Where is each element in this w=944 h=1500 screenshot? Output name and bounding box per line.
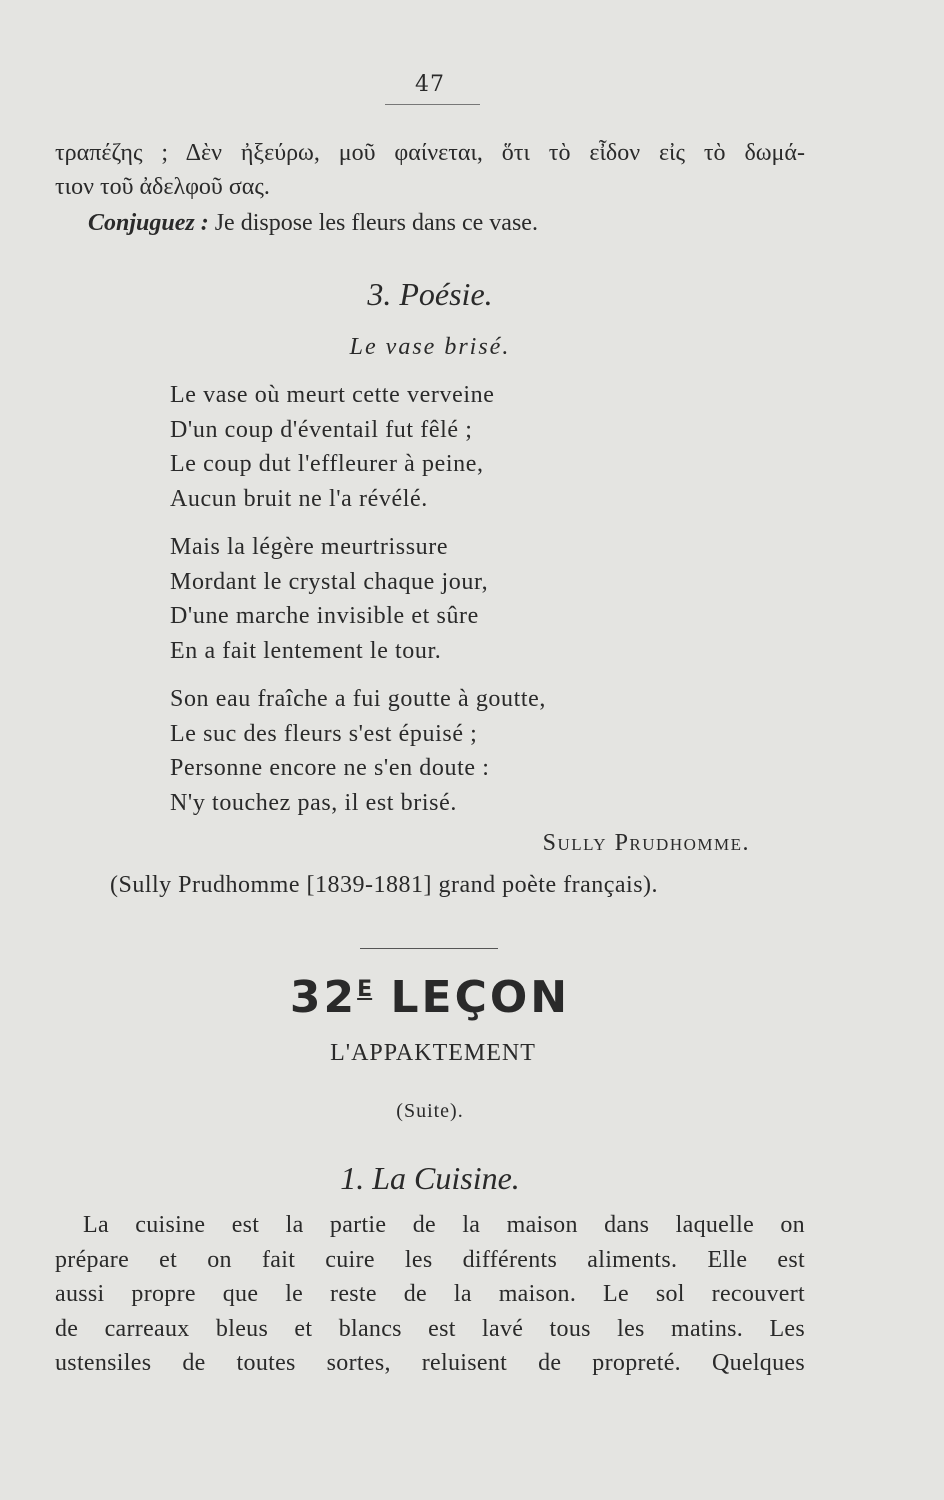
poem-line: D'une marche invisible et sûre: [170, 603, 479, 629]
poem-line: Personne encore ne s'en doute :: [170, 755, 490, 781]
exercise-text: Je dispose les fleurs dans ce vase.: [214, 210, 538, 236]
page-number: 47: [415, 72, 445, 97]
lesson-word: LEÇON: [390, 972, 571, 1023]
exercise-label: Conjuguez :: [88, 210, 209, 236]
lesson-number: 32: [289, 972, 358, 1023]
poem-stanza-1: [170, 378, 730, 516]
poem-line: Mordant le crystal chaque jour,: [170, 568, 489, 595]
poem-line: En a fait lentement le tour.: [170, 637, 442, 664]
poem-title: Le vase brisé.: [349, 334, 511, 360]
section-divider: [360, 948, 498, 949]
poem-line: Le suc des fleurs s'est épuisé ;: [170, 720, 478, 747]
poem-line: Mais la légère meurtrissure: [170, 534, 449, 560]
lesson-title: L'APPAKTEMENT: [330, 1040, 536, 1066]
poem-line: Le coup dut l'effleurer à peine,: [170, 451, 484, 477]
conjugation-exercise: [88, 210, 538, 237]
poem-line: Aucun bruit ne l'a révélé.: [170, 485, 428, 512]
poem-stanza-2: [170, 530, 730, 668]
lesson-subtitle: (Suite).: [396, 1100, 464, 1122]
cuisine-paragraph: [55, 1208, 805, 1381]
section-title-poesie: 3. Poésie.: [367, 276, 493, 312]
lesson-number-suffix: E: [357, 977, 373, 1002]
paragraph-line: ustensiles de toutes sortes, reluisent de propreté. Quelques: [55, 1350, 805, 1376]
paragraph-line: La cuisine est la partie de la maison dans laquelle on: [83, 1212, 805, 1238]
paragraph-line: de carreaux bleus et blancs est lavé tous les matins. Les: [55, 1315, 805, 1342]
poem-stanza-3: [170, 682, 730, 820]
greek-text-line-1: τραπέζης ; Δὲν ἠξεύρω, μοῦ φαίνεται, ὅτι τὸ εἶδον εἰς τὸ δωμά-: [55, 140, 805, 166]
poem-line: D'un coup d'éventail fut fêlé ;: [170, 416, 473, 443]
section-title-cuisine: 1. La Cuisine.: [340, 1160, 520, 1196]
poem-body: [170, 378, 730, 834]
poem-author: Sully Prudhomme.: [542, 830, 750, 856]
poem-line: Son eau fraîche a fui goutte à goutte,: [170, 686, 547, 712]
paragraph-line: prépare et on fait cuire les différents aliments. Elle est: [55, 1246, 805, 1273]
poem-line: N'y touchez pas, il est brisé.: [170, 789, 457, 816]
paragraph-line: aussi propre que le reste de la maison. Le sol recouvert: [55, 1281, 805, 1307]
poem-line: Le vase où meurt cette verveine: [170, 382, 495, 408]
greek-text-line-2: τιον τοῦ ἀδελφοῦ σας.: [55, 174, 270, 200]
author-note: (Sully Prudhomme [1839-1881] grand poète français).: [110, 872, 659, 898]
page-number-rule: [385, 104, 480, 105]
lesson-heading: [0, 972, 860, 1023]
